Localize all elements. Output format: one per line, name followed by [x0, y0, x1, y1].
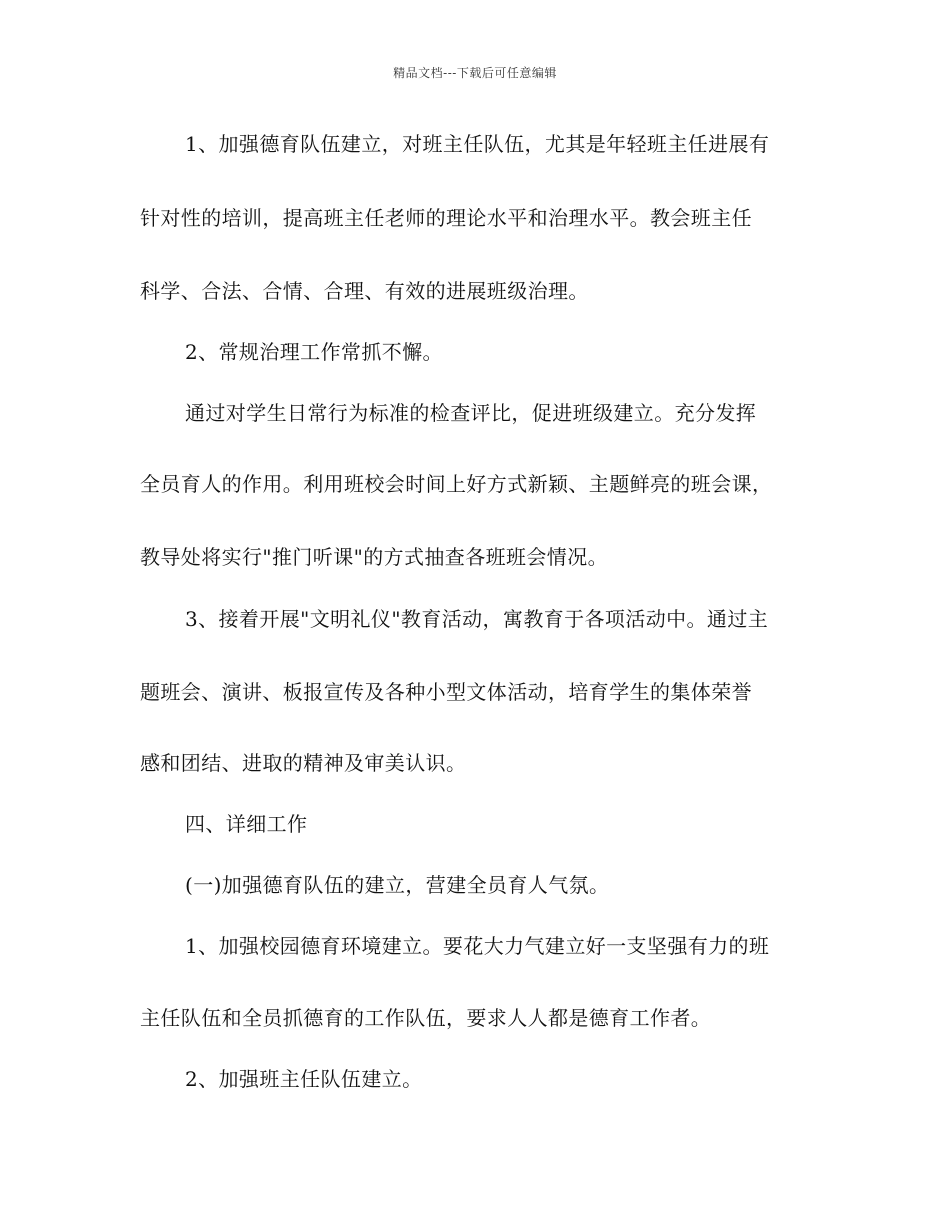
- section-heading: 四、详细工作: [185, 812, 308, 836]
- paragraph-line: 2、加强班主任队伍建立。: [185, 1067, 423, 1091]
- paragraph-line: 全员育人的作用。利用班校会时间上好方式新颖、主题鲜亮的班会课，: [140, 472, 773, 496]
- subsection-heading: (一)加强德育队伍的建立，营建全员育人气氛。: [185, 873, 610, 897]
- paragraph-line: 感和团结、进取的精神及审美认识。: [140, 751, 467, 775]
- paragraph-line: 针对性的培训，提高班主任老师的理论水平和治理水平。教会班主任: [140, 206, 752, 230]
- paragraph-line: 3、接着开展"文明礼仪"教育活动，寓教育于各项活动中。通过主: [185, 607, 769, 631]
- paragraph-line: 1、加强校园德育环境建立。要花大力气建立好一支坚强有力的班: [185, 934, 770, 958]
- paragraph-line: 题班会、演讲、板报宣传及各种小型文体活动，培育学生的集体荣誉: [140, 680, 752, 704]
- page-header: 精品文档---下载后可任意编辑: [393, 66, 557, 80]
- paragraph-line: 1、加强德育队伍建立，对班主任队伍，尤其是年轻班主任进展有: [185, 132, 770, 156]
- paragraph-line: 教导处将实行"推门听课"的方式抽查各班班会情况。: [140, 545, 608, 569]
- paragraph-line: 2、常规治理工作常抓不懈。: [185, 340, 443, 364]
- paragraph-line: 通过对学生日常行为标准的检查评比，促进班级建立。充分发挥: [185, 401, 757, 425]
- paragraph-line: 科学、合法、合情、合理、有效的进展班级治理。: [140, 279, 589, 303]
- paragraph-line: 主任队伍和全员抓德育的工作队伍，要求人人都是德育工作者。: [140, 1006, 712, 1030]
